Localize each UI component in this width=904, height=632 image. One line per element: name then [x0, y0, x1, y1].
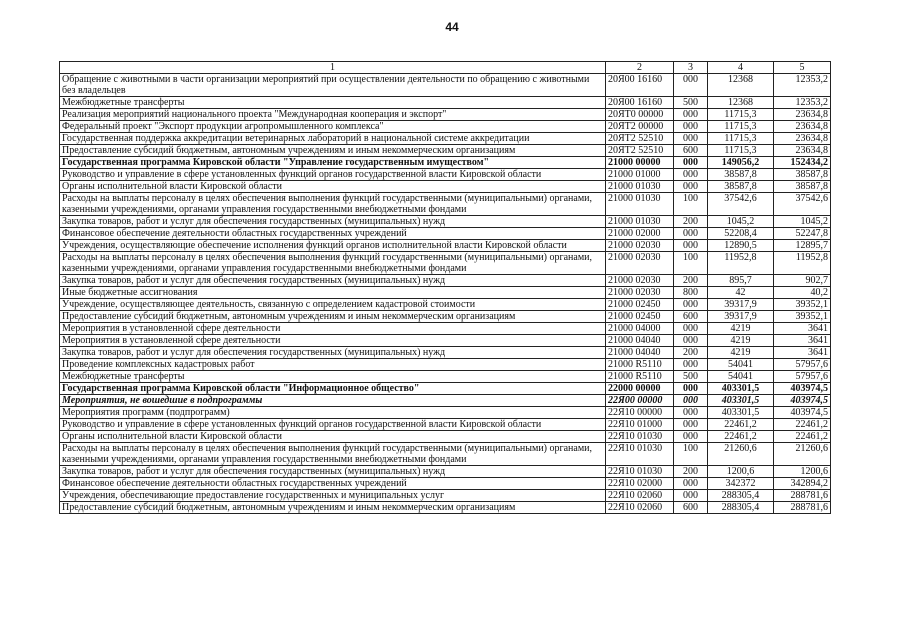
table-row	[60, 502, 831, 514]
row-name-cell: Учреждения, обеспечивающие предоставление государственных и муниципальных услуг	[60, 490, 606, 502]
row-value-col4-cell: 54041	[708, 359, 774, 371]
row-value-col4-cell: 38587,8	[708, 181, 774, 193]
row-value-col4-cell: 12368	[708, 74, 774, 97]
row-name-cell: Предоставление субсидий бюджетным, автономным учреждениям и иным некоммерческим организациям	[60, 311, 606, 323]
row-value-col5-cell: 152434,2	[774, 157, 831, 169]
row-code-cell: 21000 02030	[606, 287, 674, 299]
table-header-row	[60, 62, 831, 74]
row-value-col5-cell: 902,7	[774, 275, 831, 287]
row-value-col4-cell: 288305,4	[708, 502, 774, 514]
row-value-col5-cell: 3641	[774, 347, 831, 359]
row-name-cell: Расходы на выплаты персоналу в целях обеспечения выполнения функций государственными (муниципальными) органами, казенными учреждениями, органами управления государственными внебюджетными фондами	[60, 193, 606, 216]
row-code-cell: 21000 01000	[606, 169, 674, 181]
row-value-col4-cell: 21260,6	[708, 443, 774, 466]
row-type-cell: 100	[674, 443, 708, 466]
table-row	[60, 335, 831, 347]
table-row	[60, 466, 831, 478]
row-name-cell: Иные бюджетные ассигнования	[60, 287, 606, 299]
table-row	[60, 478, 831, 490]
row-value-col4-cell: 11715,3	[708, 133, 774, 145]
table-row	[60, 228, 831, 240]
row-value-col5-cell: 1045,2	[774, 216, 831, 228]
row-type-cell: 600	[674, 311, 708, 323]
row-type-cell: 100	[674, 193, 708, 216]
row-value-col4-cell: 22461,2	[708, 431, 774, 443]
row-name-cell: Обращение с животными в части организации мероприятий при осуществлении деятельности по обращению с животными без владельцев	[60, 74, 606, 97]
header-col-4: 4	[708, 62, 774, 74]
row-value-col5-cell: 342894,2	[774, 478, 831, 490]
row-value-col4-cell: 4219	[708, 335, 774, 347]
row-code-cell: 21000 R5110	[606, 371, 674, 383]
row-value-col4-cell: 22461,2	[708, 419, 774, 431]
row-name-cell: Руководство и управление в сфере установленных функций органов государственной власти Кировской области	[60, 419, 606, 431]
table-row	[60, 169, 831, 181]
row-code-cell: 20ЯТ2 00000	[606, 121, 674, 133]
row-value-col4-cell: 403301,5	[708, 395, 774, 407]
row-code-cell: 20ЯТ2 52510	[606, 145, 674, 157]
row-code-cell: 21000 04040	[606, 335, 674, 347]
page-number: 44	[445, 20, 459, 34]
row-type-cell: 200	[674, 216, 708, 228]
table-row	[60, 299, 831, 311]
row-value-col4-cell: 11715,3	[708, 145, 774, 157]
table-row	[60, 359, 831, 371]
row-value-col4-cell: 12368	[708, 97, 774, 109]
row-value-col4-cell: 1045,2	[708, 216, 774, 228]
row-value-col5-cell: 403974,5	[774, 407, 831, 419]
row-code-cell: 21000 01030	[606, 216, 674, 228]
row-value-col4-cell: 403301,5	[708, 407, 774, 419]
row-value-col5-cell: 12353,2	[774, 74, 831, 97]
table-row	[60, 323, 831, 335]
table-row	[60, 181, 831, 193]
row-code-cell: 22Я10 02060	[606, 490, 674, 502]
row-name-cell: Закупка товаров, работ и услуг для обеспечения государственных (муниципальных) нужд	[60, 347, 606, 359]
row-type-cell: 100	[674, 252, 708, 275]
table-row	[60, 275, 831, 287]
table-row	[60, 133, 831, 145]
row-value-col4-cell: 52208,4	[708, 228, 774, 240]
row-name-cell: Расходы на выплаты персоналу в целях обеспечения выполнения функций государственными (муниципальными) органами, казенными учреждениями, органами управления государственными внебюджетными фондами	[60, 252, 606, 275]
row-name-cell: Межбюджетные трансферты	[60, 371, 606, 383]
row-code-cell: 21000 R5110	[606, 359, 674, 371]
row-type-cell: 000	[674, 157, 708, 169]
row-value-col5-cell: 1200,6	[774, 466, 831, 478]
row-type-cell: 200	[674, 347, 708, 359]
row-code-cell: 20ЯТ0 00000	[606, 109, 674, 121]
budget-table-body	[60, 62, 831, 514]
table-row	[60, 419, 831, 431]
row-name-cell: Расходы на выплаты персоналу в целях обеспечения выполнения функций государственными (муниципальными) органами, казенными учреждениями, органами управления государственными внебюджетными фондами	[60, 443, 606, 466]
row-value-col5-cell: 39352,1	[774, 299, 831, 311]
table-row	[60, 216, 831, 228]
row-code-cell: 22Я10 01030	[606, 431, 674, 443]
row-type-cell: 000	[674, 419, 708, 431]
row-code-cell: 20Я00 16160	[606, 74, 674, 97]
row-value-col5-cell: 57957,6	[774, 359, 831, 371]
row-value-col4-cell: 11952,8	[708, 252, 774, 275]
row-type-cell: 000	[674, 240, 708, 252]
row-value-col4-cell: 403301,5	[708, 383, 774, 395]
row-value-col5-cell: 3641	[774, 323, 831, 335]
row-type-cell: 000	[674, 431, 708, 443]
row-name-cell: Мероприятия, не вошедшие в подпрограммы	[60, 395, 606, 407]
header-col-1: 1	[60, 62, 606, 74]
row-code-cell: 21000 01030	[606, 193, 674, 216]
row-code-cell: 21000 04000	[606, 323, 674, 335]
table-row	[60, 443, 831, 466]
row-code-cell: 22000 00000	[606, 383, 674, 395]
table-row	[60, 395, 831, 407]
row-value-col5-cell: 37542,6	[774, 193, 831, 216]
row-value-col5-cell: 12895,7	[774, 240, 831, 252]
row-value-col5-cell: 23634,8	[774, 145, 831, 157]
row-value-col5-cell: 23634,8	[774, 121, 831, 133]
row-name-cell: Руководство и управление в сфере установленных функций органов государственной власти Кировской области	[60, 169, 606, 181]
row-value-col5-cell: 39352,1	[774, 311, 831, 323]
row-value-col4-cell: 1200,6	[708, 466, 774, 478]
row-name-cell: Предоставление субсидий бюджетным, автономным учреждениям и иным некоммерческим организациям	[60, 502, 606, 514]
row-code-cell: 20Я00 16160	[606, 97, 674, 109]
row-type-cell: 800	[674, 287, 708, 299]
row-value-col5-cell: 403974,5	[774, 395, 831, 407]
row-value-col5-cell: 23634,8	[774, 109, 831, 121]
row-type-cell: 000	[674, 169, 708, 181]
row-name-cell: Закупка товаров, работ и услуг для обеспечения государственных (муниципальных) нужд	[60, 275, 606, 287]
row-value-col4-cell: 4219	[708, 323, 774, 335]
row-value-col5-cell: 288781,6	[774, 502, 831, 514]
row-value-col5-cell: 288781,6	[774, 490, 831, 502]
row-type-cell: 000	[674, 133, 708, 145]
table-row	[60, 252, 831, 275]
row-code-cell: 21000 01030	[606, 181, 674, 193]
row-code-cell: 22Я10 01030	[606, 466, 674, 478]
row-type-cell: 600	[674, 145, 708, 157]
row-code-cell: 22Я10 01030	[606, 443, 674, 466]
row-name-cell: Финансовое обеспечение деятельности областных государственных учреждений	[60, 228, 606, 240]
row-value-col4-cell: 42	[708, 287, 774, 299]
row-value-col4-cell: 11715,3	[708, 121, 774, 133]
row-value-col4-cell: 895,7	[708, 275, 774, 287]
row-value-col5-cell: 22461,2	[774, 419, 831, 431]
row-type-cell: 000	[674, 395, 708, 407]
row-value-col5-cell: 52247,8	[774, 228, 831, 240]
row-value-col4-cell: 288305,4	[708, 490, 774, 502]
header-col-2: 2	[606, 62, 674, 74]
row-type-cell: 000	[674, 407, 708, 419]
table-row	[60, 109, 831, 121]
budget-table	[59, 61, 831, 514]
row-name-cell: Государственная программа Кировской области "Управление государственным имуществом"	[60, 157, 606, 169]
row-value-col4-cell: 39317,9	[708, 311, 774, 323]
row-value-col5-cell: 57957,6	[774, 371, 831, 383]
row-value-col5-cell: 21260,6	[774, 443, 831, 466]
row-value-col4-cell: 54041	[708, 371, 774, 383]
row-name-cell: Мероприятия в установленной сфере деятельности	[60, 323, 606, 335]
row-name-cell: Мероприятия программ (подпрограмм)	[60, 407, 606, 419]
table-row	[60, 311, 831, 323]
row-value-col5-cell: 23634,8	[774, 133, 831, 145]
row-value-col4-cell: 38587,8	[708, 169, 774, 181]
table-row	[60, 193, 831, 216]
row-value-col4-cell: 149056,2	[708, 157, 774, 169]
row-code-cell: 22Я10 02000	[606, 478, 674, 490]
row-type-cell: 000	[674, 359, 708, 371]
row-code-cell: 21000 02000	[606, 228, 674, 240]
row-name-cell: Финансовое обеспечение деятельности областных государственных учреждений	[60, 478, 606, 490]
row-name-cell: Органы исполнительной власти Кировской области	[60, 181, 606, 193]
table-row	[60, 287, 831, 299]
table-row	[60, 97, 831, 109]
row-code-cell: 21000 02030	[606, 275, 674, 287]
row-value-col5-cell: 40,2	[774, 287, 831, 299]
row-type-cell: 000	[674, 383, 708, 395]
row-name-cell: Предоставление субсидий бюджетным, автономным учреждениям и иным некоммерческим организациям	[60, 145, 606, 157]
row-value-col4-cell: 12890,5	[708, 240, 774, 252]
row-value-col5-cell: 12353,2	[774, 97, 831, 109]
row-name-cell: Реализация мероприятий национального проекта "Международная кооперация и экспорт"	[60, 109, 606, 121]
row-value-col5-cell: 38587,8	[774, 169, 831, 181]
row-type-cell: 000	[674, 109, 708, 121]
table-row	[60, 383, 831, 395]
row-type-cell: 200	[674, 275, 708, 287]
row-name-cell: Государственная программа Кировской области "Информационное общество"	[60, 383, 606, 395]
row-value-col4-cell: 37542,6	[708, 193, 774, 216]
row-value-col5-cell: 403974,5	[774, 383, 831, 395]
row-name-cell: Закупка товаров, работ и услуг для обеспечения государственных (муниципальных) нужд	[60, 216, 606, 228]
row-type-cell: 000	[674, 323, 708, 335]
row-name-cell: Государственная поддержка аккредитации ветеринарных лабораторий в национальной системе аккредитации	[60, 133, 606, 145]
row-name-cell: Учреждения, осуществляющие обеспечение исполнения функций органов исполнительной власти Кировской области	[60, 240, 606, 252]
row-value-col5-cell: 11952,8	[774, 252, 831, 275]
row-type-cell: 000	[674, 121, 708, 133]
table-row	[60, 157, 831, 169]
table-row	[60, 371, 831, 383]
row-name-cell: Мероприятия в установленной сфере деятельности	[60, 335, 606, 347]
row-type-cell: 000	[674, 74, 708, 97]
row-code-cell: 21000 02030	[606, 252, 674, 275]
row-type-cell: 500	[674, 371, 708, 383]
row-name-cell: Проведение комплексных кадастровых работ	[60, 359, 606, 371]
row-code-cell: 21000 04040	[606, 347, 674, 359]
row-type-cell: 000	[674, 335, 708, 347]
row-type-cell: 000	[674, 478, 708, 490]
row-value-col5-cell: 22461,2	[774, 431, 831, 443]
row-code-cell: 21000 02450	[606, 311, 674, 323]
row-code-cell: 21000 02030	[606, 240, 674, 252]
row-name-cell: Федеральный проект "Экспорт продукции агропромышленного комплекса"	[60, 121, 606, 133]
row-value-col5-cell: 38587,8	[774, 181, 831, 193]
table-row	[60, 121, 831, 133]
row-name-cell: Учреждение, осуществляющее деятельность, связанную с определением кадастровой стоимости	[60, 299, 606, 311]
row-code-cell: 22Я10 02060	[606, 502, 674, 514]
row-type-cell: 500	[674, 97, 708, 109]
row-name-cell: Органы исполнительной власти Кировской области	[60, 431, 606, 443]
row-value-col4-cell: 39317,9	[708, 299, 774, 311]
row-type-cell: 200	[674, 466, 708, 478]
row-name-cell: Закупка товаров, работ и услуг для обеспечения государственных (муниципальных) нужд	[60, 466, 606, 478]
row-code-cell: 21000 00000	[606, 157, 674, 169]
table-row	[60, 490, 831, 502]
row-code-cell: 22Я00 00000	[606, 395, 674, 407]
row-type-cell: 000	[674, 228, 708, 240]
header-col-3: 3	[674, 62, 708, 74]
row-code-cell: 20ЯТ2 52510	[606, 133, 674, 145]
row-type-cell: 000	[674, 490, 708, 502]
table-row	[60, 407, 831, 419]
row-value-col4-cell: 11715,3	[708, 109, 774, 121]
table-row	[60, 240, 831, 252]
table-row	[60, 74, 831, 97]
row-type-cell: 600	[674, 502, 708, 514]
row-value-col4-cell: 342372	[708, 478, 774, 490]
row-value-col4-cell: 4219	[708, 347, 774, 359]
table-row	[60, 431, 831, 443]
table-row	[60, 145, 831, 157]
row-name-cell: Межбюджетные трансферты	[60, 97, 606, 109]
row-code-cell: 21000 02450	[606, 299, 674, 311]
row-type-cell: 000	[674, 299, 708, 311]
row-code-cell: 22Я10 01000	[606, 419, 674, 431]
row-value-col5-cell: 3641	[774, 335, 831, 347]
row-type-cell: 000	[674, 181, 708, 193]
row-code-cell: 22Я10 00000	[606, 407, 674, 419]
header-col-5: 5	[774, 62, 831, 74]
table-row	[60, 347, 831, 359]
